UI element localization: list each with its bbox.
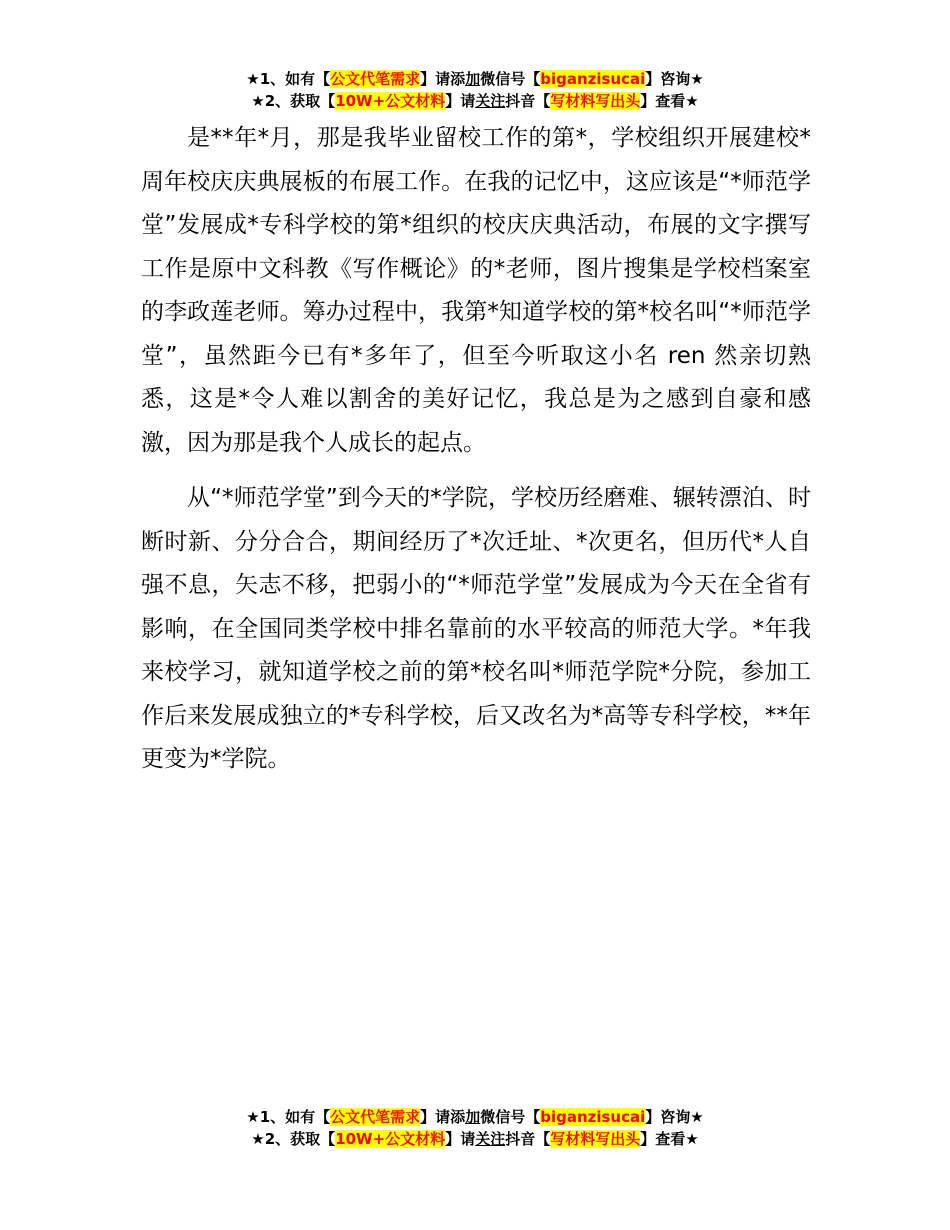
- header-ad: [0, 68, 950, 112]
- header-ad-douyin-name: 写材料写出头: [550, 92, 641, 110]
- footer-ad-underline: 关注: [475, 1130, 506, 1148]
- document-body: [141, 117, 811, 794]
- header-ad-wechat-id: biganzisucai: [540, 70, 646, 88]
- header-ad-underline: 关注: [475, 92, 506, 110]
- footer-ad-wechat-id: biganzisucai: [540, 1108, 646, 1126]
- header-ad-text: 】请添: [420, 70, 466, 88]
- footer-ad-line-2: [0, 1128, 950, 1150]
- footer-ad-highlight: 公文代笔需求: [330, 1108, 421, 1126]
- header-ad-text: 】查看★: [640, 92, 699, 110]
- header-ad-text: 】咨询★: [645, 70, 704, 88]
- footer-ad-text: 微信号【: [480, 1108, 541, 1126]
- footer-ad-text: 抖音【: [505, 1130, 551, 1148]
- footer-ad-line-1: [0, 1106, 950, 1128]
- header-ad-text: ★1、如有【: [246, 70, 331, 88]
- footer-ad-underline: 加: [465, 1108, 481, 1126]
- footer-ad-text: 】请添: [420, 1108, 466, 1126]
- footer-ad-text: ★1、如有【: [246, 1108, 331, 1126]
- header-ad-underline: 加: [465, 70, 481, 88]
- header-ad-highlight: 10W+公文材料: [335, 92, 446, 110]
- header-ad-text: 抖音【: [505, 92, 551, 110]
- footer-ad-text: ★2、获取【: [251, 1130, 336, 1148]
- header-ad-text: 微信号【: [480, 70, 541, 88]
- header-ad-line-1: [0, 68, 950, 90]
- footer-ad-text: 】请: [445, 1130, 476, 1148]
- footer-ad: [0, 1106, 950, 1150]
- footer-ad-text: 】咨询★: [645, 1108, 704, 1126]
- footer-ad-highlight: 10W+公文材料: [335, 1130, 446, 1148]
- footer-ad-douyin-name: 写材料写出头: [550, 1130, 641, 1148]
- body-paragraph: 从“*师范学堂”到今天的*学院，学校历经磨难、辗转漂泊、时断时新、分分合合，期间经历了*次迁址、*次更名，但历代*人自强不息，矢志不移，把弱小的“*师范学堂”发展成为今天在全省有影响，在全国同类学校中排名靠前的水平较高的师范大学。*年我来校学习，就知道学校之前的第*校名叫*师范学院*分院，参加工作后来发展成独立的*专科学校，后又改名为*高等专科学校，**年更变为*学院。: [141, 485, 811, 772]
- footer-ad-text: 】查看★: [640, 1130, 699, 1148]
- header-ad-text: 】请: [445, 92, 476, 110]
- body-paragraph: 是**年*月，那是我毕业留校工作的第*，学校组织开展建校*周年校庆庆典展板的布展工作。在我的记忆中，这应该是“*师范学堂”发展成*专科学校的第*组织的校庆庆典活动，布展的文字撰写工作是原中文科教《写作概论》的*老师，图片搜集是学校档案室的李政莲老师。筹办过程中，我第*知道学校的第*校名叫“*师范学堂”，虽然距今已有*多年了，但至今听取这小名 ren 然亲切熟悉，这是*令人难以割舍的美好记忆，我总是为之感到自豪和感激，因为那是我个人成长的起点。: [141, 125, 811, 456]
- header-ad-highlight: 公文代笔需求: [330, 70, 421, 88]
- header-ad-text: ★2、获取【: [251, 92, 336, 110]
- header-ad-line-2: [0, 90, 950, 112]
